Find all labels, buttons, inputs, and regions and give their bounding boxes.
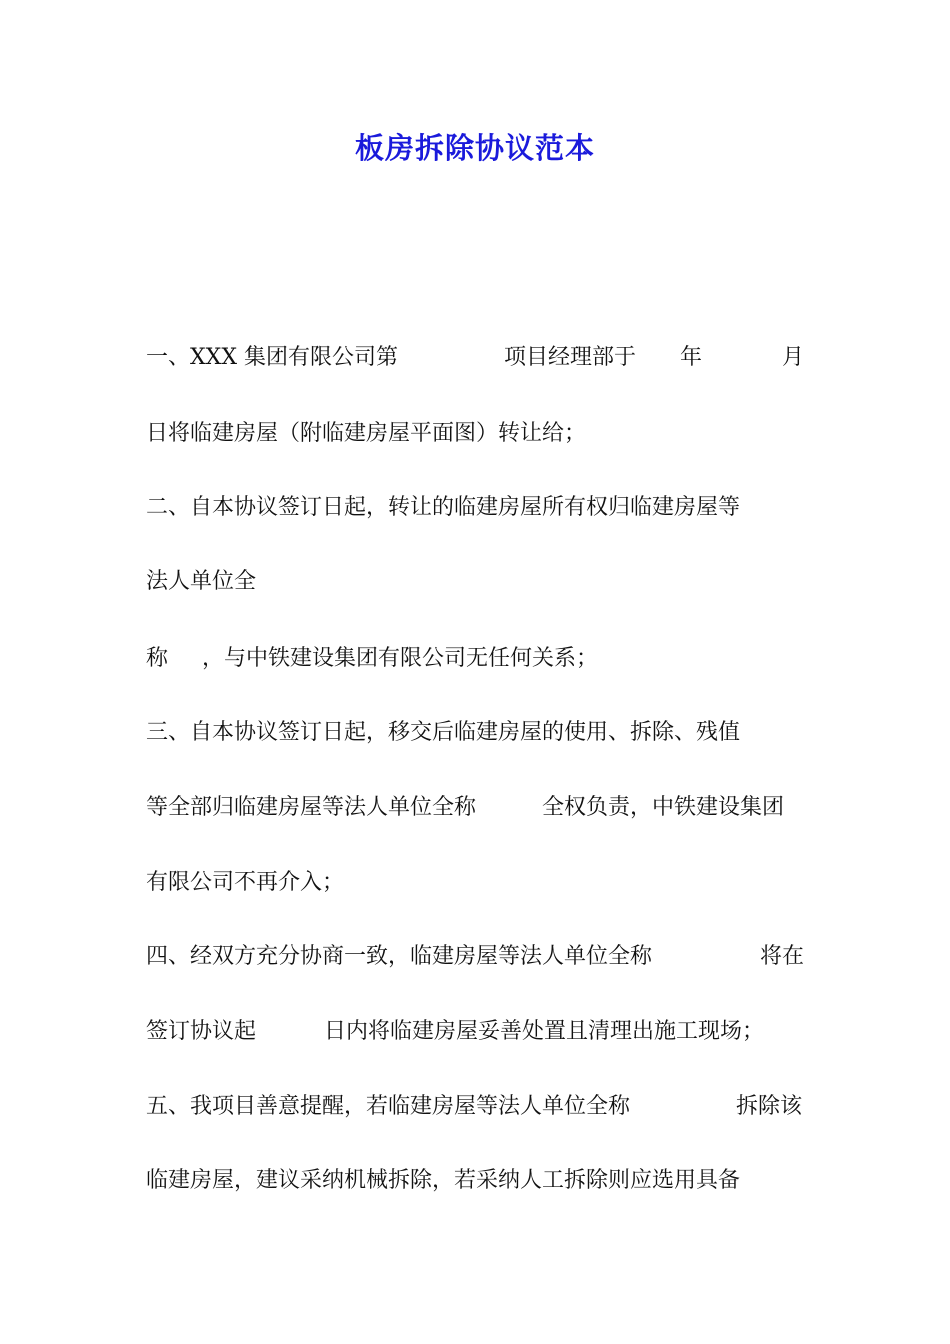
clause-4-clearance-text: 日内将临建房屋妥善处置且清理出施工现场；	[324, 1019, 765, 1044]
document-title: 板房拆除协议范本	[354, 131, 595, 165]
clause-2-line-2: 法人单位全	[146, 569, 257, 594]
clause-4-agreement-text: 四、经双方充分协商一致，临建房屋等法人单位全称	[146, 944, 653, 969]
clause-1-line-2: 日将临建房屋（附临建房屋平面图）转让给；	[146, 421, 587, 446]
clause-3-responsibility-text: 全权负责，中铁建设集团	[542, 795, 785, 820]
clause-2-line-1: 二、自本协议签订日起，转让的临建房屋所有权归临建房屋等	[146, 495, 741, 520]
clause-1-line-1	[146, 342, 806, 374]
clause-3-line-1: 三、自本协议签订日起，移交后临建房屋的使用、拆除、残值	[146, 720, 741, 745]
clause-4-sign-text: 签订协议起	[146, 1019, 257, 1044]
clause-3-line-2	[146, 792, 806, 824]
clause-4-line-2	[146, 1016, 806, 1048]
clause-5-reminder-text: 五、我项目善意提醒，若临建房屋等法人单位全称	[146, 1094, 631, 1119]
clause-2-line-3	[146, 643, 806, 675]
clause-2-name-text: 称	[146, 646, 169, 671]
clause-5-dismantle-text: 拆除该	[736, 1094, 803, 1119]
clause-5-line-1	[146, 1091, 806, 1123]
clause-3-owner-text: 等全部归临建房屋等法人单位全称	[146, 795, 477, 820]
clause-4-will-text: 将在	[760, 944, 805, 969]
clause-2-relation-text: ，与中铁建设集团有限公司无任何关系；	[202, 646, 599, 671]
clause-1-month-text: 月	[782, 345, 805, 370]
clause-3-line-3: 有限公司不再介入；	[146, 870, 345, 895]
clause-1-project-dept-text: 项目经理部于	[504, 345, 637, 370]
clause-5-line-2: 临建房屋，建议采纳机械拆除，若采纳人工拆除则应选用具备	[146, 1168, 741, 1193]
clause-1-company-text: 一、XXX 集团有限公司第	[146, 345, 398, 370]
clause-4-line-1	[146, 941, 806, 973]
clause-1-year-text: 年	[680, 345, 703, 370]
